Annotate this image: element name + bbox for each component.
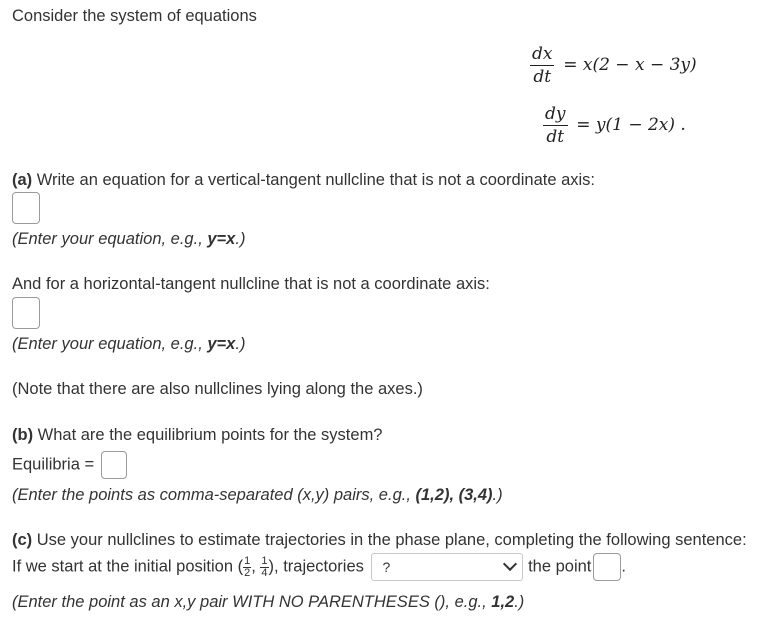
comma: , <box>251 557 261 576</box>
part-a-hint-2 <box>12 335 245 354</box>
hint-prefix: (Enter your equation, e.g., <box>12 230 208 248</box>
equilibria-input[interactable] <box>101 451 127 479</box>
sentence-mid: ), trajectories <box>268 557 364 576</box>
eq2-denominator: dt <box>546 127 565 147</box>
period: . <box>621 557 626 576</box>
part-a-label: (a) <box>12 171 33 189</box>
frac2-denominator: 4 <box>261 566 268 579</box>
intro-text: Consider the system of equations <box>12 7 257 25</box>
part-b-label: (b) <box>12 426 34 444</box>
eq1-numerator: dx <box>532 44 553 64</box>
frac1-numerator: 1 <box>244 554 251 567</box>
hint-suffix: .) <box>492 486 503 504</box>
sentence-prefix: If we start at the initial position ( <box>12 557 244 576</box>
hint-suffix: .) <box>235 230 246 248</box>
hint-prefix: (Enter your equation, e.g., <box>12 335 208 353</box>
part-c-label: (c) <box>12 531 33 549</box>
trajectory-select[interactable] <box>371 553 523 581</box>
hint-suffix: .) <box>235 335 246 353</box>
part-a-question <box>12 171 595 190</box>
chevron-down-icon <box>503 557 517 571</box>
eq2-fraction <box>543 104 568 147</box>
sentence-suffix: the point <box>528 557 592 576</box>
horizontal-nullcline-input[interactable] <box>12 297 40 329</box>
part-b-hint <box>12 486 503 505</box>
part-a-question-2: And for a horizontal-tangent nullcline that is not a coordinate axis: <box>12 275 490 293</box>
equation-2 <box>543 104 686 147</box>
part-a-hint-1 <box>12 230 245 249</box>
frac1-denominator: 2 <box>244 566 251 579</box>
part-c-sentence <box>12 553 626 581</box>
eq1-denominator: dt <box>533 67 552 87</box>
part-c-text: Use your nullclines to estimate trajectories in the phase plane, completing the following sentence: <box>32 531 747 549</box>
eq2-numerator: dy <box>545 104 566 124</box>
eq1-fraction <box>530 44 554 87</box>
hint-example: 1,2 <box>491 593 515 611</box>
hint-prefix: (Enter the points as comma-separated (x,y) pairs, e.g., <box>12 486 416 504</box>
part-b-question <box>12 426 383 445</box>
part-c-question <box>12 531 747 550</box>
fraction-one-quarter <box>260 556 268 579</box>
eq2-rhs: = y(1 − 2x) . <box>576 114 686 135</box>
equilibria-row <box>12 451 127 479</box>
equilibria-label: Equilibria = <box>12 455 95 474</box>
hint-example: y=x <box>207 230 236 248</box>
vertical-nullcline-input[interactable] <box>12 192 40 224</box>
part-c-hint <box>12 593 524 612</box>
hint-example: y=x <box>207 335 236 353</box>
part-a-text: Write an equation for a vertical-tangent nullcline that is not a coordinate axis: <box>32 171 596 189</box>
hint-example: (1,2), (3,4) <box>415 486 493 504</box>
part-b-text: What are the equilibrium points for the system? <box>33 426 383 444</box>
hint-prefix: (Enter the point as an x,y pair WITH NO PARENTHESES (), e.g., <box>12 593 492 611</box>
point-input[interactable] <box>593 553 621 581</box>
hint-suffix: .) <box>514 593 525 611</box>
eq1-rhs: = x(2 − x − 3y) <box>563 54 697 75</box>
axes-note: (Note that there are also nullclines lying along the axes.) <box>12 380 423 398</box>
frac2-numerator: 1 <box>261 554 268 567</box>
select-value: ? <box>382 559 391 575</box>
equation-1 <box>530 44 697 87</box>
